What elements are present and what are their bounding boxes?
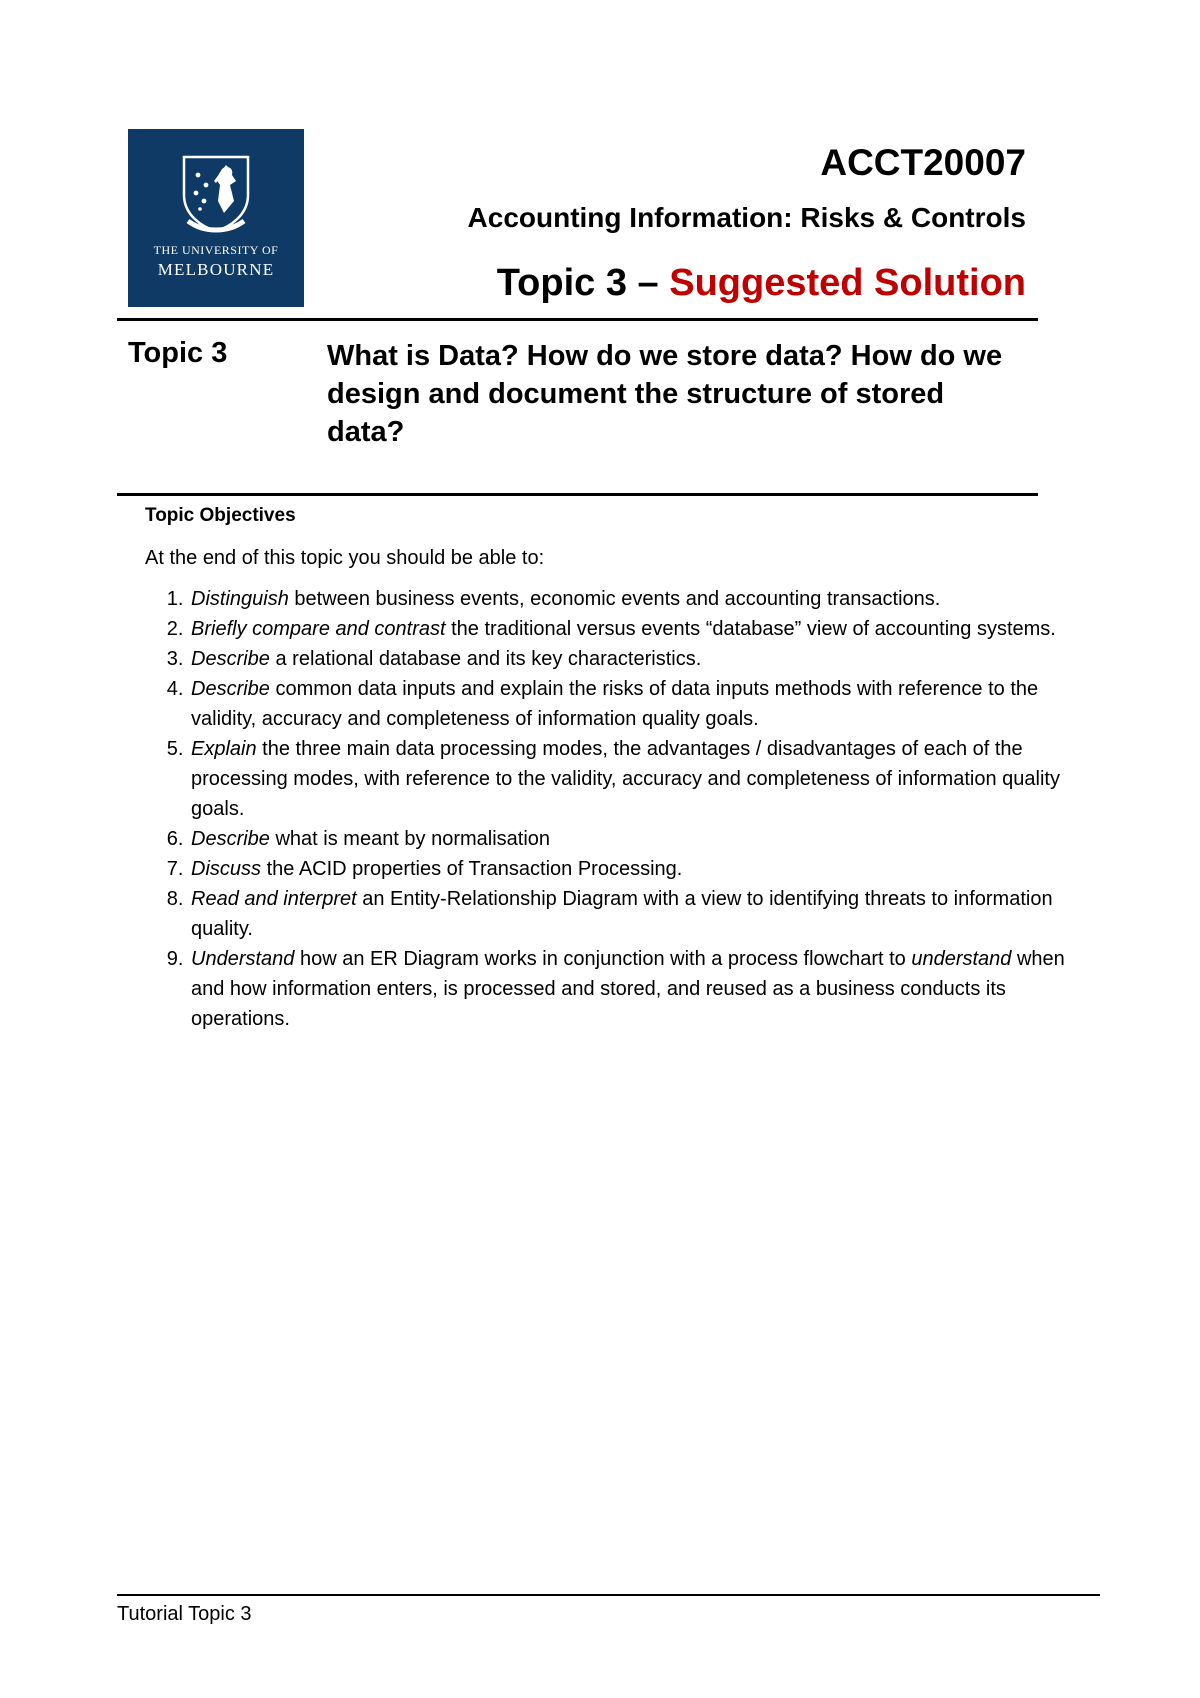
objective-item — [189, 584, 1090, 614]
objective-text: how an ER Diagram works in conjunction with a process flowchart to — [294, 948, 912, 970]
objective-verb: Describe — [191, 648, 270, 670]
topic-question: What is Data? How do we store data? How do we design and document the structure of stored data? — [327, 340, 1003, 448]
objective-text: the ACID properties of Transaction Processing. — [261, 858, 683, 880]
objective-item — [189, 884, 1090, 944]
objective-text: what is meant by normalisation — [269, 828, 551, 850]
objective-item — [189, 734, 1090, 824]
objective-item — [189, 614, 1090, 644]
objective-verb: Discuss — [191, 858, 262, 880]
objective-text: an Entity-Relationship Diagram with a view to identifying threats to information quality. — [191, 888, 1053, 940]
university-logo — [128, 129, 304, 307]
objective-item — [189, 674, 1090, 734]
objective-text: the three main data processing modes, the advantages / disadvantages of each of the processing modes, with reference to the validity, accuracy and completeness of information quality goals. — [191, 738, 1060, 820]
objective-verb: Briefly compare and contrast — [191, 618, 446, 640]
objectives-heading: Topic Objectives — [145, 505, 296, 526]
topic-label: Topic 3 — [128, 337, 228, 369]
header-divider — [117, 318, 1038, 321]
logo-text-line2: MELBOURNE — [157, 260, 275, 279]
objective-item — [189, 944, 1090, 1034]
course-code: ACCT20007 — [820, 142, 1026, 183]
objective-text: the traditional versus events “database” view of accounting systems. — [445, 618, 1056, 640]
objective-verb: Distinguish — [191, 588, 289, 610]
objective-verb-secondary: understand — [911, 948, 1012, 970]
objective-verb: Read and interpret — [191, 888, 357, 910]
objective-text: a relational database and its key characteristics. — [269, 648, 702, 670]
objective-item — [189, 644, 1090, 674]
footer-text: Tutorial Topic 3 — [117, 1603, 252, 1625]
objectives-list — [145, 584, 1090, 1034]
title-prefix: Topic 3 – — [496, 262, 670, 304]
objective-text: common data inputs and explain the risks of data inputs methods with reference to the validity, accuracy and completeness of information quality goals. — [191, 678, 1039, 730]
objective-text-secondary: when and how information enters, is processed and stored, and reused as a business conducts its operations. — [191, 948, 1065, 1030]
objective-verb: Understand — [191, 948, 295, 970]
objective-item — [189, 824, 1090, 854]
objectives-intro: At the end of this topic you should be able to: — [145, 547, 545, 569]
crest-icon — [174, 151, 258, 235]
objective-verb: Describe — [191, 828, 270, 850]
footer-divider — [117, 1594, 1100, 1596]
course-name: Accounting Information: Risks & Controls — [467, 202, 1026, 233]
objective-verb: Describe — [191, 678, 270, 700]
logo-text-line1: THE UNIVERSITY OF — [153, 243, 279, 257]
topic-divider — [117, 493, 1038, 496]
objective-text: between business events, economic events and accounting transactions. — [288, 588, 941, 610]
objectives-section — [145, 505, 1090, 1034]
objective-verb: Explain — [191, 738, 257, 760]
document-title — [497, 262, 1026, 305]
objective-item — [189, 854, 1090, 884]
title-accent: Suggested Solution — [669, 262, 1026, 304]
